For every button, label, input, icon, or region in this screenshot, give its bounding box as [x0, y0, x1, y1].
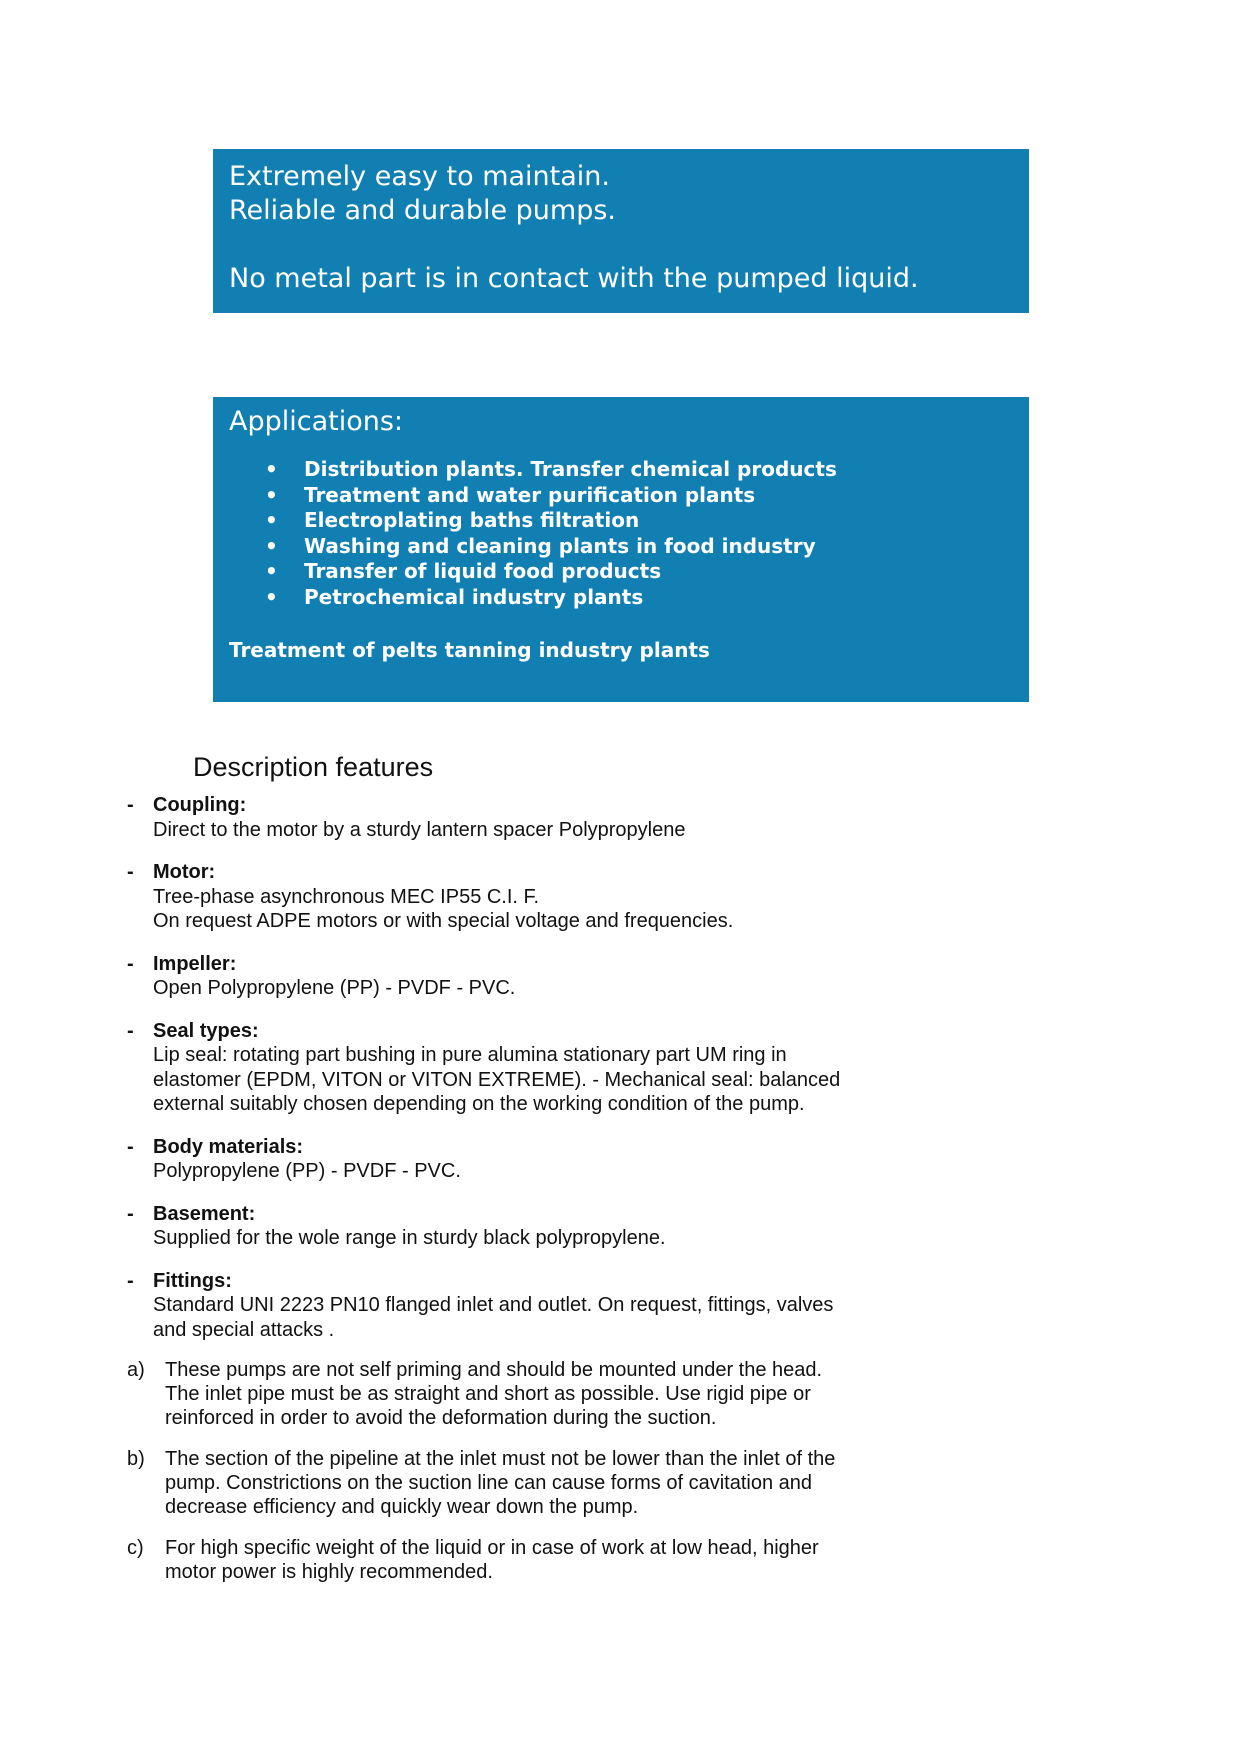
feature-text: elastomer (EPDM, VITON or VITON EXTREME). - Mechanical seal: balanced [153, 1068, 841, 1091]
bullet-icon: • [265, 508, 278, 532]
banner-line: Extremely easy to maintain. [229, 161, 610, 192]
feature-text: On request ADPE motors or with special voltage and frequencies. [153, 910, 734, 932]
note-line: The inlet pipe must be as straight and short as possible. Use rigid pipe or [165, 1383, 811, 1405]
description-title: Description features [193, 752, 434, 782]
dash-marker: - [127, 1202, 134, 1225]
note-line: motor power is highly recommended. [165, 1561, 493, 1583]
feature-label: Impeller: [153, 952, 237, 975]
feature-text: Direct to the motor by a sturdy lantern spacer Polypropylene [153, 818, 686, 841]
applications-box [213, 397, 1029, 702]
list-item: • Treatment and water purification plants [265, 482, 756, 507]
list-item: • Petrochemical industry plants [265, 584, 644, 609]
feature-text: Polypropylene (PP) - PVDF - PVC. [153, 1160, 461, 1182]
note-a [127, 1358, 887, 1430]
list-item: • Distribution plants. Transfer chemical products [265, 457, 837, 481]
list-item: • Washing and cleaning plants in food industry [265, 533, 816, 558]
banner-statement: No metal part is in contact with the pumped liquid. [229, 263, 919, 294]
dash-marker: - [127, 794, 134, 816]
list-item: • Electroplating baths filtration [265, 508, 640, 532]
list-item: • Transfer of liquid food products [265, 559, 662, 583]
feature-text: Lip seal: rotating part bushing in pure alumina stationary part UM ring in [153, 1044, 787, 1066]
feature-text: and special attacks . [153, 1318, 335, 1341]
applications-list [229, 457, 1013, 610]
feature-list [127, 793, 947, 1360]
feature-fittings [127, 1269, 947, 1343]
feature-text: Open Polypropylene (PP) - PVDF - PVC. [153, 977, 516, 999]
feature-text: external suitably chosen depending on the working condition of the pump. [153, 1093, 805, 1115]
note-line: These pumps are not self priming and should be mounted under the head. [165, 1359, 823, 1381]
bullet-icon: • [265, 533, 278, 558]
feature-label: Basement: [153, 1202, 256, 1225]
note-line: For high specific weight of the liquid or in case of work at low head, higher [165, 1537, 819, 1559]
feature-label: Motor: [153, 861, 216, 883]
feature-impeller [127, 952, 947, 1001]
applications-footer: Treatment of pelts tanning industry plants [229, 638, 710, 662]
bullet-icon: • [265, 457, 278, 481]
dash-marker: - [127, 1019, 134, 1042]
note-marker: c) [127, 1537, 144, 1559]
note-line: reinforced in order to avoid the deformation during the suction. [165, 1407, 717, 1429]
feature-basement [127, 1202, 947, 1251]
dash-marker: - [127, 861, 134, 883]
dash-marker: - [127, 1269, 134, 1292]
feature-label: Seal types: [153, 1019, 259, 1042]
bullet-icon: • [265, 559, 278, 583]
dash-marker: - [127, 952, 134, 975]
feature-label: Fittings: [153, 1269, 232, 1292]
feature-coupling [127, 793, 947, 842]
feature-label: Coupling: [153, 794, 247, 816]
banner-line: Reliable and durable pumps. [229, 195, 616, 226]
note-line: The section of the pipeline at the inlet must not be lower than the inlet of the [165, 1448, 836, 1470]
note-line: decrease efficiency and quickly wear down the pump. [165, 1496, 639, 1518]
dash-marker: - [127, 1135, 134, 1158]
note-line: pump. Constrictions on the suction line can cause forms of cavitation and [165, 1472, 813, 1494]
feature-text: Supplied for the wole range in sturdy black polypropylene. [153, 1227, 666, 1249]
bullet-icon: • [265, 482, 278, 507]
feature-text: Standard UNI 2223 PN10 flanged inlet and outlet. On request, fittings, valves [153, 1294, 834, 1316]
feature-text: Tree-phase asynchronous MEC IP55 C.I. F. [153, 885, 540, 908]
note-c [127, 1536, 887, 1584]
note-marker: b) [127, 1448, 145, 1470]
applications-heading: Applications: [229, 406, 404, 437]
note-marker: a) [127, 1359, 145, 1381]
bullet-icon: • [265, 584, 278, 609]
benefits-banner [213, 149, 1029, 313]
note-b [127, 1447, 887, 1519]
feature-body-materials [127, 1135, 947, 1184]
feature-label: Body materials: [153, 1135, 304, 1158]
feature-motor [127, 860, 947, 934]
feature-seal-types [127, 1019, 947, 1117]
installation-notes [127, 1358, 887, 1601]
